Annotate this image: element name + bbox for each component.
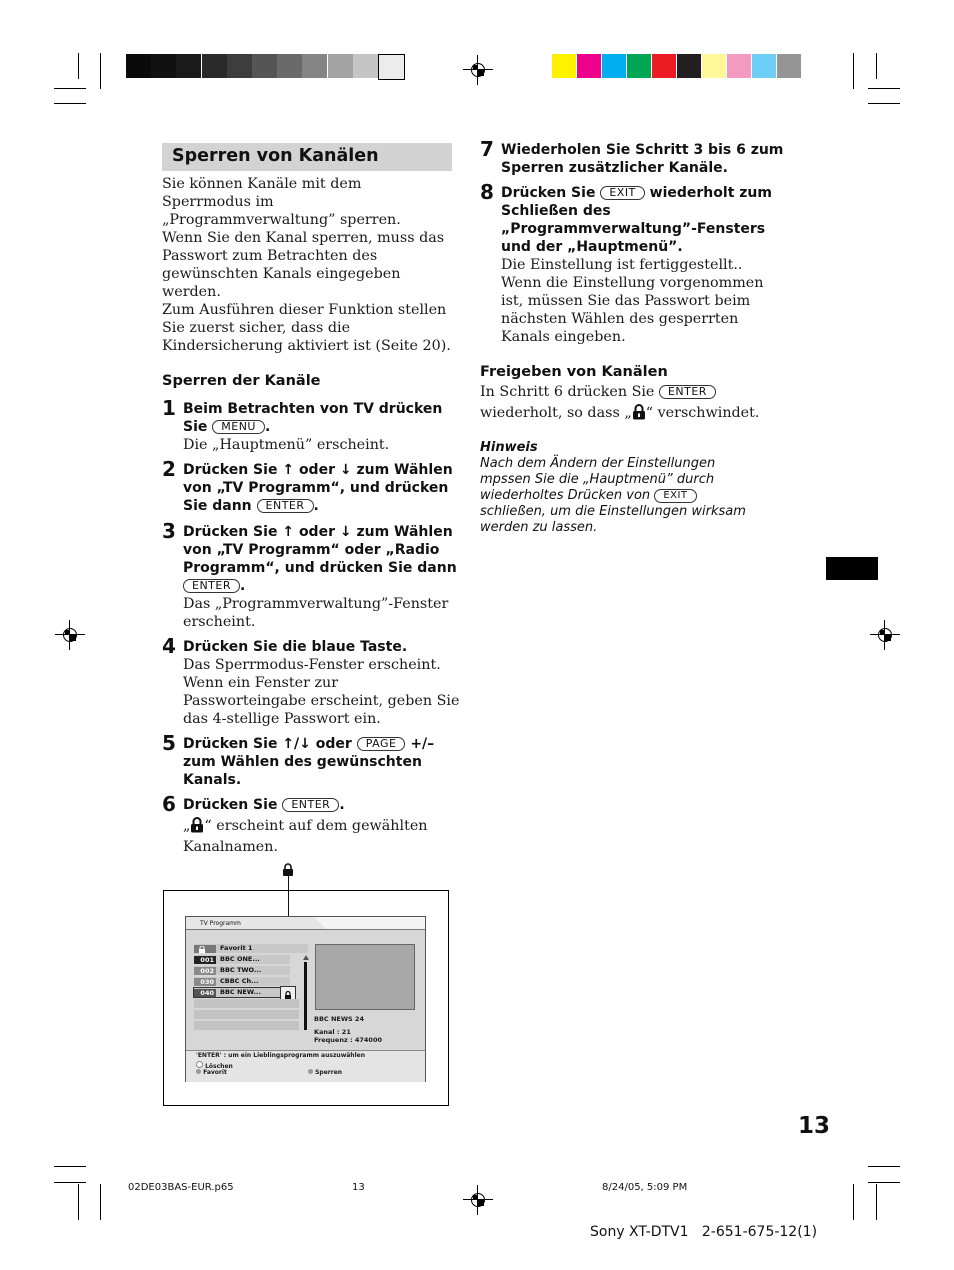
step-text: von „TV Programm“ oder „Radio <box>183 542 440 558</box>
section-title: Sperren von Kanälen <box>172 146 379 166</box>
list-item <box>194 977 290 986</box>
channel-label: BBC TWO... <box>220 966 262 974</box>
footer-model: Sony XT-DTV1 2-651-675-12(1) <box>590 1224 818 1240</box>
note-text-part: wiederholtes Drücken von <box>480 488 651 503</box>
step-text-part: “ erscheint auf dem gewählten <box>204 818 428 834</box>
step-text-part: . <box>339 797 345 813</box>
color-swatch <box>727 54 751 78</box>
unlock-text-part: “ verschwindet. <box>645 405 760 421</box>
color-swatch <box>677 54 701 78</box>
screen-footer-item <box>308 1069 342 1076</box>
step-text <box>183 735 468 753</box>
screen-tab-label: TV Programm <box>200 920 241 927</box>
step-number: 8 <box>480 180 494 204</box>
step-text: zum Wählen des gewünschten <box>183 754 422 770</box>
step-text: Kanals. <box>183 772 242 788</box>
step-description: Passworteingabe erscheint, geben Sie <box>183 693 460 709</box>
channel-name: BBC NEWS 24 <box>314 1015 364 1023</box>
color-swatch <box>777 54 801 78</box>
unlock-line <box>480 403 780 425</box>
note-line: Nach dem Ändern der Einstellungen <box>480 456 716 471</box>
screen-footer-hint: 'ENTER' : um ein Lieblingsprogramm auszuwählen <box>196 1052 365 1059</box>
step-text: von „TV Programm“, und drücken <box>183 480 449 496</box>
intro-line: Wenn Sie den Kanal sperren, muss das <box>162 230 445 246</box>
color-swatch <box>602 54 626 78</box>
note-line: schließen, um die Einstellungen wirksam <box>480 504 746 519</box>
channel-preview <box>315 944 415 1010</box>
channel-number: 002 <box>194 967 216 975</box>
gray-dot-icon <box>196 1069 201 1074</box>
channel-number: 040 <box>194 989 216 997</box>
step-text-part: Drücken Sie <box>501 185 596 201</box>
step-text <box>183 523 468 541</box>
step-text <box>183 796 468 814</box>
channel-label: BBC ONE... <box>220 955 260 963</box>
step-number: 6 <box>162 792 176 816</box>
note-line: mpssen Sie die „Hauptmenü” durch <box>480 472 715 487</box>
step-description: Das Sperrmodus-Fenster erscheint. <box>183 657 441 673</box>
enter-button-label: ENTER <box>659 385 716 399</box>
channel-number: 001 <box>194 956 216 964</box>
step-text-part: Drücken Sie <box>183 524 278 540</box>
step-text-part: . <box>265 419 271 435</box>
channel-label: Favorit 1 <box>220 944 253 952</box>
arrow-up-icon: ↑ <box>282 462 295 478</box>
gray-swatch <box>202 54 227 78</box>
step-description: ist, müssen Sie das Passwort beim <box>501 293 751 309</box>
intro-line: Sie zuerst sicher, dass die <box>162 320 351 336</box>
intro-line: Sperrmodus im <box>162 194 274 210</box>
step-text-part: . <box>313 498 319 514</box>
color-swatch <box>577 54 601 78</box>
arrow-down-icon: ↓ <box>339 462 352 478</box>
registration-mark-icon <box>467 59 489 81</box>
step-text: und der „Hauptmenü”. <box>501 239 683 255</box>
list-item-selected <box>194 988 290 997</box>
gray-swatch <box>277 54 302 78</box>
enter-button-label: ENTER <box>257 499 314 513</box>
lock-icon <box>190 816 204 838</box>
menu-button-label: MENU <box>212 420 265 434</box>
step-2 <box>183 461 463 515</box>
step-8 <box>501 184 791 346</box>
note-box <box>480 440 780 536</box>
language-tab-marker <box>826 557 878 580</box>
step-text: Schließen des <box>501 203 611 219</box>
section-heading <box>162 143 452 171</box>
list-item <box>194 944 308 953</box>
step-text-part: Sie <box>183 419 208 435</box>
lock-icon <box>632 403 646 425</box>
step-text-part: oder <box>298 524 335 540</box>
unlock-text-part: wiederholt, so dass „ <box>480 405 632 421</box>
intro-line: werden. <box>162 284 221 300</box>
gray-swatch <box>227 54 252 78</box>
screen-tab-bar <box>186 917 425 930</box>
step-text-part: Drücken Sie <box>183 462 278 478</box>
lock-icon <box>194 945 216 953</box>
step-text <box>183 418 458 436</box>
step-number: 7 <box>480 137 494 161</box>
scrollbar <box>303 955 308 1031</box>
step-description: Die „Hauptmenü” erscheint. <box>183 437 390 453</box>
intro-line: „Programmverwaltung” sperren. <box>162 212 401 228</box>
exit-button-label: EXIT <box>600 186 644 200</box>
color-swatch <box>552 54 576 78</box>
gray-swatch <box>328 54 353 78</box>
color-swatch <box>752 54 776 78</box>
enter-button-label: ENTER <box>282 798 339 812</box>
arrow-up-down-icon: ↑/↓ <box>282 736 311 752</box>
step-text: Programm“, und drücken Sie dann <box>183 560 457 576</box>
gray-swatch <box>302 54 327 78</box>
lock-label: Sperren <box>315 1069 343 1076</box>
step-text-part: zum Wählen <box>356 524 453 540</box>
list-item <box>194 955 290 964</box>
gray-swatch <box>353 54 378 78</box>
step-description: Wenn ein Fenster zur <box>183 675 339 691</box>
step-text-part: Sie dann <box>183 498 252 514</box>
step-4 <box>183 638 468 728</box>
step-number: 1 <box>162 396 176 420</box>
color-swatch <box>702 54 726 78</box>
registration-mark-icon <box>467 1189 489 1211</box>
step-description: erscheint. <box>183 614 256 630</box>
step-description: Kanalnamen. <box>183 839 279 855</box>
channel-label: CBBC Ch... <box>220 977 259 985</box>
footer-page: 13 <box>352 1182 365 1193</box>
step-description: Die Einstellung ist fertiggestellt.. <box>501 257 743 273</box>
unlock-text-part: In Schritt 6 drücken Sie <box>480 384 655 400</box>
step-description <box>183 816 468 838</box>
step-number: 5 <box>162 731 176 755</box>
delete-label: Löschen <box>205 1063 233 1070</box>
step-text: Drücken Sie die blaue Taste. <box>183 639 408 655</box>
step-number: 3 <box>162 519 176 543</box>
step-text-part: Drücken Sie <box>183 736 278 752</box>
arrow-up-icon: ↑ <box>282 524 295 540</box>
screen-footer-item <box>196 1069 227 1076</box>
list-item <box>194 966 290 975</box>
channel-frequency: Frequenz : 474000 <box>314 1036 382 1044</box>
step-1 <box>183 400 458 454</box>
note-title: Hinweis <box>480 440 538 455</box>
page-number: 13 <box>798 1113 831 1139</box>
step-text <box>183 497 463 515</box>
gray-swatch <box>252 54 277 78</box>
step-text: Beim Betrachten von TV drücken <box>183 401 443 417</box>
intro-line: Kindersicherung aktiviert ist (Seite 20). <box>162 338 451 354</box>
unlock-line <box>480 383 780 401</box>
step-5 <box>183 735 468 789</box>
color-swatch <box>652 54 676 78</box>
step-text: Sperren zusätzlicher Kanäle. <box>501 160 728 176</box>
step-description: Wenn die Einstellung vorgenommen <box>501 275 764 291</box>
page-button-label: PAGE <box>357 737 406 751</box>
step-text-part: . <box>240 578 246 594</box>
note-line <box>480 488 780 504</box>
gray-dot-icon <box>308 1069 313 1074</box>
step-description: nächsten Wählen des gesperrten <box>501 311 739 327</box>
unlock-paragraph <box>480 383 780 425</box>
exit-button-label: EXIT <box>654 489 696 503</box>
gray-swatch <box>151 54 176 78</box>
intro-line: Passwort zum Betrachten des <box>162 248 378 264</box>
tv-menu-screen <box>185 916 426 1082</box>
list-item-empty <box>194 999 299 1008</box>
step-text <box>501 184 791 202</box>
arrow-down-icon: ↓ <box>339 524 352 540</box>
step-description: Kanals eingeben. <box>501 329 626 345</box>
gray-swatch <box>378 54 405 80</box>
step-text-part: wiederholt zum <box>649 185 772 201</box>
step-text: Wiederholen Sie Schritt 3 bis 6 zum <box>501 142 784 158</box>
white-dot-icon <box>196 1061 203 1068</box>
footer-date: 8/24/05, 5:09 PM <box>602 1182 688 1193</box>
gray-swatch <box>176 54 201 78</box>
gray-swatch <box>126 54 151 78</box>
step-number: 4 <box>162 634 176 658</box>
channel-label: BBC NEW... <box>220 988 261 996</box>
step-text: „Programmverwaltung”-Fensters <box>501 221 766 237</box>
registration-mark-icon <box>59 624 81 646</box>
step-text <box>183 461 463 479</box>
footer-filename: 02DE03BAS-EUR.p65 <box>128 1182 234 1193</box>
intro-line: Zum Ausführen dieser Funktion stellen <box>162 302 447 318</box>
favorite-label: Favorit <box>203 1069 227 1076</box>
step-7 <box>501 141 791 177</box>
step-3 <box>183 523 468 631</box>
step-number: 2 <box>162 457 176 481</box>
step-text <box>183 577 468 595</box>
step-text-part: Drücken Sie <box>183 797 278 813</box>
intro-paragraph <box>162 175 457 355</box>
enter-button-label: ENTER <box>183 579 240 593</box>
registration-mark-icon <box>874 624 896 646</box>
subheading-unlock-channels: Freigeben von Kanälen <box>480 364 668 380</box>
channel-number: 030 <box>194 978 216 986</box>
step-text-part: zum Wählen <box>356 462 453 478</box>
step-6 <box>183 796 468 856</box>
step-description: Das „Programmverwaltung”-Fenster <box>183 596 449 612</box>
subheading-lock-channels: Sperren der Kanäle <box>162 373 321 389</box>
step-description: das 4-stellige Passwort ein. <box>183 711 381 727</box>
step-text-part: +/– <box>410 736 435 752</box>
step-text-part: oder <box>298 462 335 478</box>
channel-number-info: Kanal : 21 <box>314 1028 351 1036</box>
color-swatch <box>627 54 651 78</box>
list-item-empty <box>194 1021 299 1030</box>
step-text-part: „ <box>183 818 191 834</box>
note-line: werden zu lassen. <box>480 520 598 535</box>
step-text-part: oder <box>315 736 352 752</box>
intro-line: gewünschten Kanals eingegeben <box>162 266 401 282</box>
intro-line: Sie können Kanäle mit dem <box>162 176 362 192</box>
list-item-empty <box>194 1010 299 1019</box>
